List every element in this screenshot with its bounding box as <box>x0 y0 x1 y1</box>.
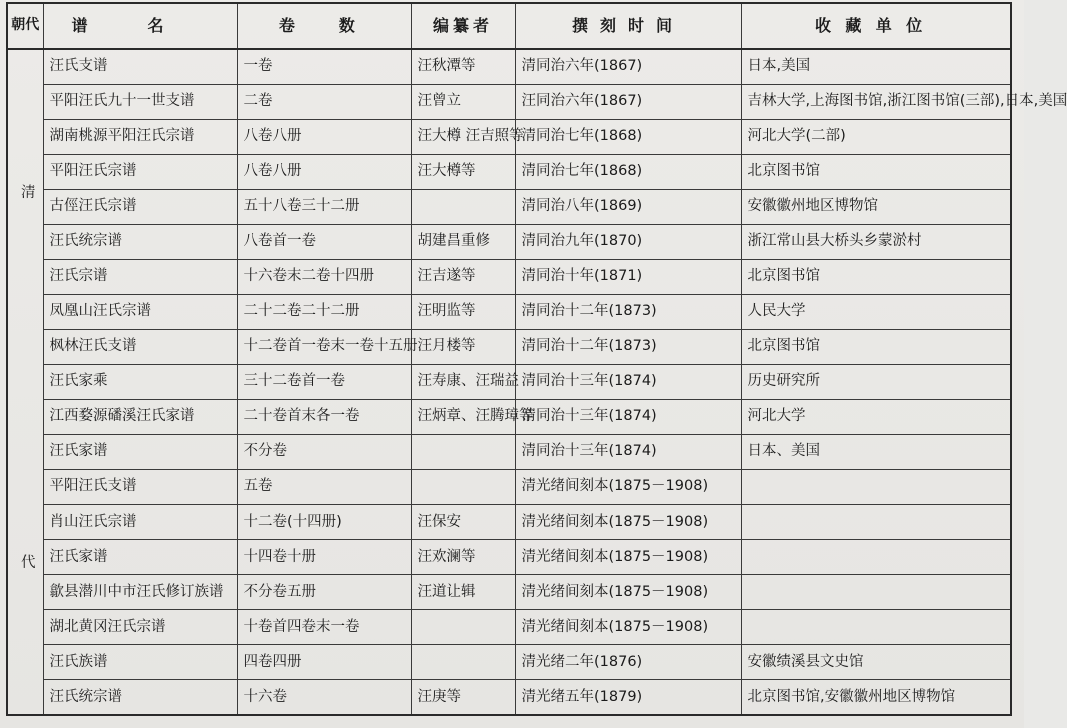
cell-compiler: 汪明监等 <box>411 294 515 329</box>
cell-name: 汪氏族谱 <box>43 645 237 680</box>
cell-holder: 北京图书馆 <box>741 154 1011 189</box>
cell-date: 清光绪二年(1876) <box>515 645 741 680</box>
cell-holder: 吉林大学,上海图书馆,浙江图书馆(三部),日本,美国 <box>741 84 1011 119</box>
cell-name: 古俓汪氏宗谱 <box>43 189 237 224</box>
table-row <box>7 540 1011 575</box>
cell-name: 江西婺源磻溪汪氏家谱 <box>43 399 237 434</box>
cell-name: 平阳汪氏支谱 <box>43 470 237 505</box>
cell-name: 肖山汪氏宗谱 <box>43 505 237 540</box>
cell-date: 清同治八年(1869) <box>515 189 741 224</box>
cell-name: 汪氏家谱 <box>43 435 237 470</box>
cell-date: 清同治十三年(1874) <box>515 435 741 470</box>
cell-compiler: 汪曾立 <box>411 84 515 119</box>
cell-date: 清同治七年(1868) <box>515 154 741 189</box>
cell-holder: 北京图书馆 <box>741 259 1011 294</box>
cell-compiler: 汪道让辑 <box>411 575 515 610</box>
cell-holder: 河北大学(二部) <box>741 119 1011 154</box>
cell-compiler: 汪寿康、汪瑞益 <box>411 364 515 399</box>
cell-compiler <box>411 470 515 505</box>
table-row <box>7 435 1011 470</box>
cell-name: 汪氏统宗谱 <box>43 224 237 259</box>
cell-name: 枫林汪氏支谱 <box>43 329 237 364</box>
table-row <box>7 119 1011 154</box>
cell-holder <box>741 470 1011 505</box>
cell-holder: 人民大学 <box>741 294 1011 329</box>
cell-date: 汪同治六年(1867) <box>515 84 741 119</box>
cell-holder <box>741 610 1011 645</box>
cell-name: 歙县潜川中市汪氏修订族谱 <box>43 575 237 610</box>
table-row <box>7 399 1011 434</box>
cell-volumes: 八卷八册 <box>237 154 411 189</box>
cell-compiler <box>411 610 515 645</box>
cell-volumes: 五十八卷三十二册 <box>237 189 411 224</box>
header-volumes: 卷 数 <box>237 3 411 49</box>
header-holder: 收藏单位 <box>741 3 1011 49</box>
cell-compiler: 汪吉遂等 <box>411 259 515 294</box>
cell-holder: 安徽徽州地区博物馆 <box>741 189 1011 224</box>
cell-holder: 安徽绩溪县文史馆 <box>741 645 1011 680</box>
cell-volumes: 四卷四册 <box>237 645 411 680</box>
era-cell <box>7 49 43 715</box>
cell-compiler: 汪炳章、汪腾璋等 <box>411 399 515 434</box>
cell-date: 清光绪间刻本(1875－1908) <box>515 540 741 575</box>
header-name: 谱 名 <box>43 3 237 49</box>
cell-compiler <box>411 189 515 224</box>
table-row <box>7 49 1011 84</box>
cell-name: 平阳汪氏九十一世支谱 <box>43 84 237 119</box>
cell-date: 清光绪间刻本(1875－1908) <box>515 575 741 610</box>
cell-volumes: 十四卷十册 <box>237 540 411 575</box>
cell-volumes: 十二卷首一卷末一卷十五册 <box>237 329 411 364</box>
cell-holder: 北京图书馆,安徽徽州地区博物馆 <box>741 680 1011 715</box>
cell-holder: 河北大学 <box>741 399 1011 434</box>
cell-volumes: 一卷 <box>237 49 411 84</box>
era-char-qing: 清 <box>21 185 36 201</box>
cell-compiler: 胡建昌重修 <box>411 224 515 259</box>
table-row <box>7 189 1011 224</box>
cell-holder: 日本,美国 <box>741 49 1011 84</box>
table-row <box>7 364 1011 399</box>
cell-volumes: 十卷首四卷末一卷 <box>237 610 411 645</box>
cell-name: 汪氏支谱 <box>43 49 237 84</box>
cell-date: 清同治六年(1867) <box>515 49 741 84</box>
cell-date: 清同治十三年(1874) <box>515 399 741 434</box>
cell-compiler: 汪大樽 汪吉照等 <box>411 119 515 154</box>
table-header <box>7 3 1011 49</box>
cell-holder: 历史研究所 <box>741 364 1011 399</box>
cell-volumes: 三十二卷首一卷 <box>237 364 411 399</box>
cell-volumes: 不分卷 <box>237 435 411 470</box>
cell-name: 湖南桃源平阳汪氏宗谱 <box>43 119 237 154</box>
cell-compiler <box>411 645 515 680</box>
cell-holder <box>741 505 1011 540</box>
table-row <box>7 154 1011 189</box>
table-row <box>7 84 1011 119</box>
cell-volumes: 不分卷五册 <box>237 575 411 610</box>
cell-compiler: 汪欢澜等 <box>411 540 515 575</box>
cell-compiler <box>411 435 515 470</box>
table-row <box>7 645 1011 680</box>
cell-name: 汪氏宗谱 <box>43 259 237 294</box>
cell-name: 汪氏统宗谱 <box>43 680 237 715</box>
cell-volumes: 十二卷(十四册) <box>237 505 411 540</box>
table-row <box>7 470 1011 505</box>
cell-volumes: 八卷首一卷 <box>237 224 411 259</box>
cell-date: 清同治十年(1871) <box>515 259 741 294</box>
cell-compiler: 汪大樽等 <box>411 154 515 189</box>
cell-compiler: 汪庚等 <box>411 680 515 715</box>
cell-holder: 浙江常山县大桥头乡蒙淤村 <box>741 224 1011 259</box>
cell-date: 清同治十二年(1873) <box>515 329 741 364</box>
table-row <box>7 259 1011 294</box>
table-row <box>7 224 1011 259</box>
table-row <box>7 505 1011 540</box>
cell-date: 清同治九年(1870) <box>515 224 741 259</box>
cell-compiler: 汪秋潭等 <box>411 49 515 84</box>
cell-volumes: 五卷 <box>237 470 411 505</box>
table-body <box>7 49 1067 715</box>
header-era: 朝代 <box>7 3 43 49</box>
cell-volumes: 二十卷首末各一卷 <box>237 399 411 434</box>
table-row <box>7 680 1011 715</box>
table-row <box>7 610 1011 645</box>
cell-date: 清光绪间刻本(1875－1908) <box>515 505 741 540</box>
cell-name: 湖北黄冈汪氏宗谱 <box>43 610 237 645</box>
cell-holder <box>741 540 1011 575</box>
cell-name: 平阳汪氏宗谱 <box>43 154 237 189</box>
cell-date: 清光绪五年(1879) <box>515 680 741 715</box>
cell-volumes: 二十二卷二十二册 <box>237 294 411 329</box>
cell-volumes: 十六卷末二卷十四册 <box>237 259 411 294</box>
genealogy-table <box>6 2 1067 716</box>
cell-holder <box>741 575 1011 610</box>
cell-volumes: 八卷八册 <box>237 119 411 154</box>
cell-holder: 日本、美国 <box>741 435 1011 470</box>
cell-date: 清光绪间刻本(1875－1908) <box>515 610 741 645</box>
table-row <box>7 294 1011 329</box>
table-row <box>7 329 1011 364</box>
cell-name: 汪氏家乘 <box>43 364 237 399</box>
cell-name: 汪氏家谱 <box>43 540 237 575</box>
header-compiler: 编纂者 <box>411 3 515 49</box>
cell-date: 清同治七年(1868) <box>515 119 741 154</box>
table-row <box>7 575 1011 610</box>
cell-compiler: 汪月楼等 <box>411 329 515 364</box>
cell-holder: 北京图书馆 <box>741 329 1011 364</box>
cell-compiler: 汪保安 <box>411 505 515 540</box>
cell-date: 清同治十二年(1873) <box>515 294 741 329</box>
header-row <box>7 3 1011 49</box>
cell-date: 清光绪间刻本(1875－1908) <box>515 470 741 505</box>
era-char-dai: 代 <box>21 555 36 571</box>
cell-volumes: 十六卷 <box>237 680 411 715</box>
header-date: 撰刻时间 <box>515 3 741 49</box>
cell-date: 清同治十三年(1874) <box>515 364 741 399</box>
cell-volumes: 二卷 <box>237 84 411 119</box>
cell-name: 凤凰山汪氏宗谱 <box>43 294 237 329</box>
